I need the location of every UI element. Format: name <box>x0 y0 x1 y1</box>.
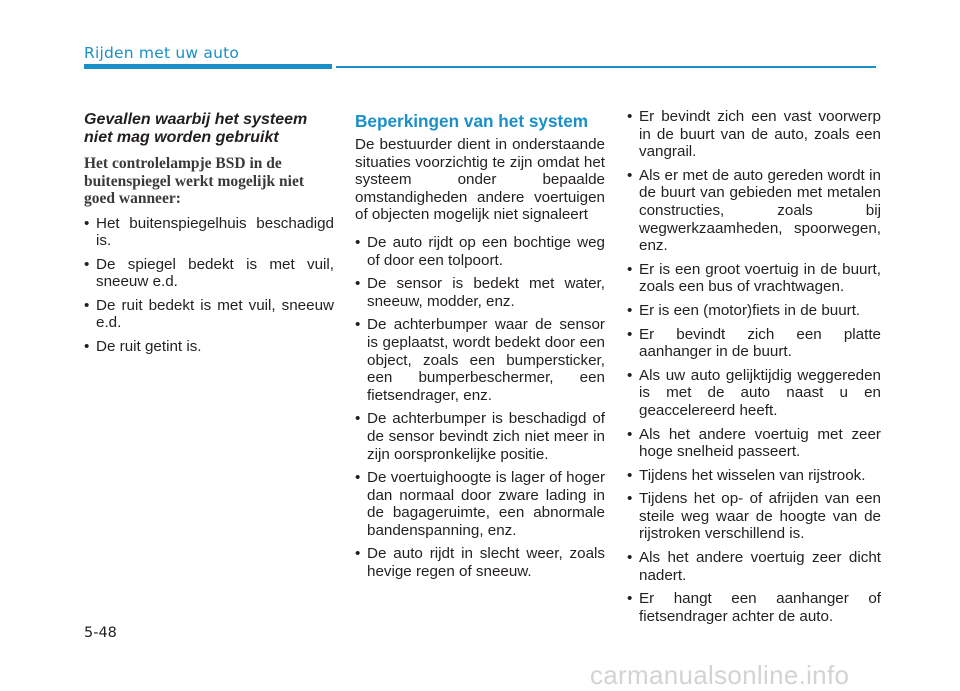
list-item: • De voertuighoogte is lager of hoger dan normaal door zware lading in de bagageruimte, een abnormale bandenspanning, enz. <box>355 469 605 539</box>
page-number: 5-48 <box>84 625 117 641</box>
list-item: • Het buitenspiegelhuis beschadigd is. <box>84 215 334 250</box>
list-item: • Als het andere voertuig zeer dicht nadert. <box>627 549 881 584</box>
watermark: carmanualsonline.info <box>590 660 850 690</box>
list-item: • De ruit bedekt is met vuil, sneeuw e.d. <box>84 297 334 332</box>
list-item: • De ruit getint is. <box>84 338 334 356</box>
section-heading-limitations: Beperkingen van het system <box>355 111 589 131</box>
header-title: Rijden met uw auto <box>84 44 240 62</box>
list-item: • Als het andere voertuig met zeer hoge snelheid passeert. <box>627 426 881 461</box>
section-heading-not-used: Gevallen waarbij het systeem niet mag worden gebruikt <box>84 111 308 146</box>
list-item: • De spiegel bedekt is met vuil, sneeuw e.d. <box>84 256 334 291</box>
column-middle <box>355 111 605 587</box>
list-item: • Er is een (motor)fiets in de buurt. <box>627 302 881 320</box>
list-item: • De sensor is bedekt met water, sneeuw, modder, enz. <box>355 275 605 310</box>
list-item: • Tijdens het wisselen van rijstrook. <box>627 467 881 485</box>
column-left <box>84 111 334 362</box>
list-item: • De achterbumper is beschadigd of de sensor bevindt zich niet meer in zijn oorspronkelijke positie. <box>355 410 605 463</box>
column-right <box>627 108 881 631</box>
limitations-intro: De bestuurder dient in onderstaande situaties voorzichtig te zijn omdat het systeem onder bepaalde omstandigheden andere voertuigen of objecten mogelijk niet signaleert <box>355 136 605 224</box>
list-item: • Tijdens het op- of afrijden van een steile weg waar de hoogte van de rijstroken verschillend is. <box>627 490 881 543</box>
list-item: • Er bevindt zich een platte aanhanger in de buurt. <box>627 326 881 361</box>
list-item: • Als uw auto gelijktijdig weggereden is met de auto naast u en geaccelereerd heeft. <box>627 367 881 420</box>
list-item: • Er hangt een aanhanger of fietsendrager achter de auto. <box>627 590 881 625</box>
bullet-list-limitations <box>355 234 605 581</box>
list-item: • De achterbumper waar de sensor is geplaatst, wordt bedekt door een object, zoals een bumpersticker, een bumperbeschermer, een fietsendrager, enz. <box>355 316 605 404</box>
list-item: • De auto rijdt in slecht weer, zoals hevige regen of sneeuw. <box>355 545 605 580</box>
bullet-list-limitations-continued <box>627 108 881 625</box>
list-item: • Er is een groot voertuig in de buurt, zoals een bus of vrachtwagen. <box>627 261 881 296</box>
bullet-list-bsd <box>84 215 334 356</box>
header-rule-thin <box>336 66 876 68</box>
header-rule-thick <box>84 64 332 69</box>
list-item: • De auto rijdt op een bochtige weg of door een tolpoort. <box>355 234 605 269</box>
list-item: • Als er met de auto gereden wordt in de buurt van gebieden met metalen constructies, zoals bij wegwerkzaamheden, spoorwegen, enz. <box>627 167 881 255</box>
list-item: • Er bevindt zich een vast voorwerp in de buurt van de auto, zoals een vangrail. <box>627 108 881 161</box>
bsd-subheading: Het controlelampje BSD in de buitenspiegel werkt mogelijk niet goed wanneer: <box>84 155 304 207</box>
